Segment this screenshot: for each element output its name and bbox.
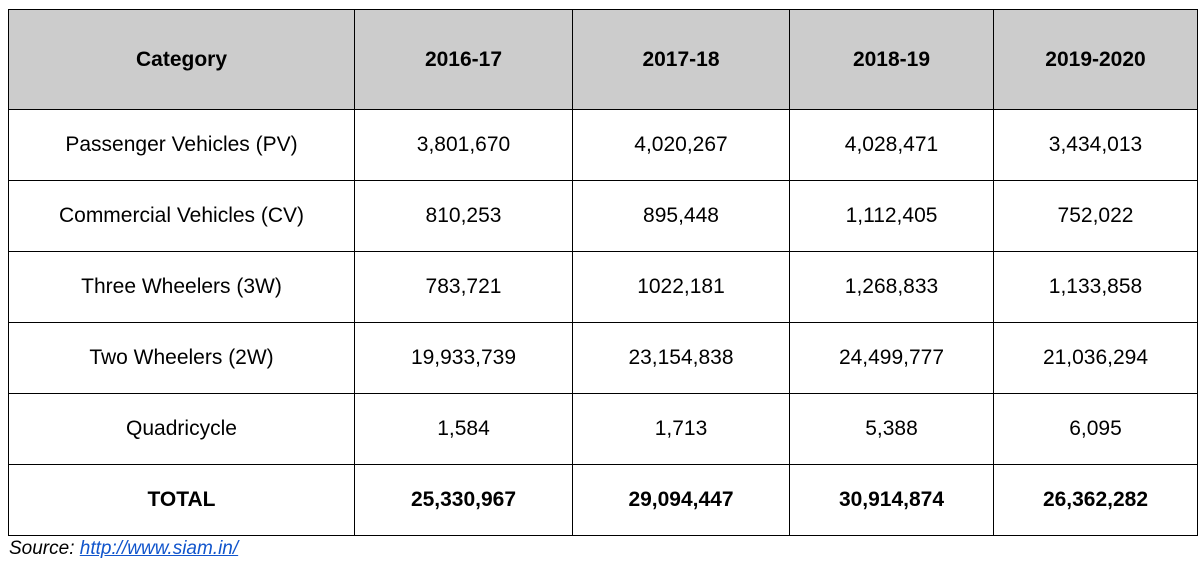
table-cell: 21,036,294 — [994, 323, 1198, 394]
table-cell: 3,434,013 — [994, 110, 1198, 181]
column-header-2018-19: 2018-19 — [790, 10, 994, 110]
source-label: Source: — [9, 538, 75, 559]
table-row — [9, 323, 1198, 394]
column-header-2016-17: 2016-17 — [355, 10, 573, 110]
row-category-cell: Two Wheelers (2W) — [9, 323, 355, 394]
table-cell: 6,095 — [994, 394, 1198, 465]
total-cell: 25,330,967 — [355, 465, 573, 536]
table-cell: 1,584 — [355, 394, 573, 465]
row-category-cell: Commercial Vehicles (CV) — [9, 181, 355, 252]
column-header-2017-18: 2017-18 — [573, 10, 790, 110]
total-row — [9, 465, 1198, 536]
table-cell: 24,499,777 — [790, 323, 994, 394]
source-note — [9, 538, 238, 560]
table-cell: 1,133,858 — [994, 252, 1198, 323]
row-category-cell: Quadricycle — [9, 394, 355, 465]
table-cell: 3,801,670 — [355, 110, 573, 181]
table-cell: 5,388 — [790, 394, 994, 465]
table-cell: 810,253 — [355, 181, 573, 252]
table-cell: 23,154,838 — [573, 323, 790, 394]
column-header-category: Category — [9, 10, 355, 110]
table-cell: 752,022 — [994, 181, 1198, 252]
row-category-cell: Three Wheelers (3W) — [9, 252, 355, 323]
table-row — [9, 394, 1198, 465]
total-cell: 26,362,282 — [994, 465, 1198, 536]
table-cell: 895,448 — [573, 181, 790, 252]
table-cell: 4,028,471 — [790, 110, 994, 181]
total-cell: 29,094,447 — [573, 465, 790, 536]
table-row — [9, 181, 1198, 252]
table-cell: 1,112,405 — [790, 181, 994, 252]
table-row — [9, 252, 1198, 323]
source-link[interactable]: http://www.siam.in/ — [79, 538, 239, 559]
total-cell: 30,914,874 — [790, 465, 994, 536]
table-cell: 19,933,739 — [355, 323, 573, 394]
total-label-cell: TOTAL — [9, 465, 355, 536]
table-cell: 1022,181 — [573, 252, 790, 323]
table-cell: 1,268,833 — [790, 252, 994, 323]
table-cell: 4,020,267 — [573, 110, 790, 181]
table-header-row — [9, 10, 1198, 110]
table-row — [9, 110, 1198, 181]
vehicle-sales-table — [8, 9, 1198, 536]
row-category-cell: Passenger Vehicles (PV) — [9, 110, 355, 181]
table-cell: 783,721 — [355, 252, 573, 323]
column-header-2019-2020: 2019-2020 — [994, 10, 1198, 110]
table-cell: 1,713 — [573, 394, 790, 465]
